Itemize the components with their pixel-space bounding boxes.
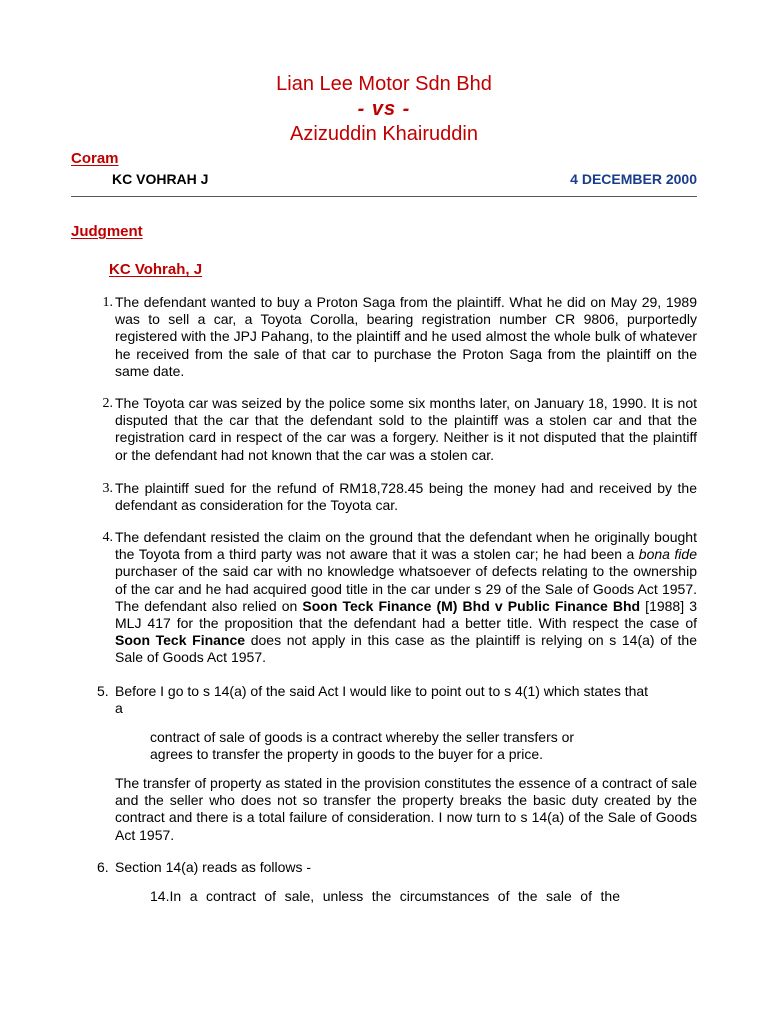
- plaintiff-name: Lian Lee Motor Sdn Bhd: [276, 73, 492, 95]
- case-title: [0, 72, 768, 147]
- paragraph-text: The defendant wanted to buy a Proton Saga from the plaintiff. What he did on May 29, 1989 was to sell a car, a Toyota Corolla, bearing registration number CR 9806, purportedly registered with the JPJ Pahang, to the plaintiff and he used almost the whole bulk of whatever he received from the sale of that car to purchase the Proton Saga from the plaintiff on the same date.: [115, 294, 697, 379]
- judgment-heading: Judgment: [71, 223, 143, 240]
- coram-heading: Coram: [71, 150, 119, 167]
- case-citation: Soon Teck Finance (M) Bhd v Public Finance Bhd: [302, 597, 641, 614]
- case-citation: Soon Teck Finance: [115, 632, 246, 649]
- paragraph-text: The Toyota car was seized by the police some six months later, on January 18, 1990. It is not disputed that the car that the defendant sold to the plaintiff was a stolen car and that the registration card in respect of the car was a forgery. Neither is it not disputed that the plaintiff or the defendant had not known that the car was a stolen car.: [115, 395, 697, 463]
- text-run: The defendant resisted the claim on the ground that the defendant when he originally bought the Toyota from a third party was not aware that it was a stolen car; he had been a: [115, 529, 697, 563]
- paragraph-number: 4.: [102, 530, 113, 545]
- quoted-provision-s4: [150, 729, 574, 763]
- paragraph-text: The transfer of property as stated in the provision constitutes the essence of a contract of sale and the seller who does not so transfer the property breaks the basic duty created by the contract and there is a total failure of consideration. I now turn to s 14(a) of the Sale of Goods Act 1957.: [115, 775, 697, 843]
- paragraph-number: 1.: [102, 295, 113, 310]
- quote-line: agrees to transfer the property in goods to the buyer for a price.: [150, 746, 543, 763]
- paragraph-text: [115, 529, 697, 667]
- defendant-name: Azizuddin Khairuddin: [290, 123, 478, 145]
- paragraph-intro-end: a: [115, 700, 123, 716]
- text-run: does not apply in this case as the plaintiff is relying on s 14(a) of the Sale of Goods Act 1957.: [115, 632, 697, 666]
- paragraph-intro: Section 14(a) reads as follows -: [115, 859, 312, 875]
- paragraph-text: The plaintiff sued for the refund of RM18,728.45 being the money had and received by the defendant as consideration for the Toyota car.: [115, 480, 697, 514]
- divider-line: [71, 196, 697, 197]
- paragraph-number: 2.: [102, 396, 113, 411]
- italic-term: bona fide: [638, 546, 697, 563]
- quoted-provision-s14: 14.In a contract of sale, unless the circumstances of the sale of the: [150, 888, 620, 904]
- judge-name-heading: KC Vohrah, J: [109, 261, 203, 278]
- paragraph-number: 6.: [97, 859, 109, 875]
- paragraph-number: 3.: [102, 481, 113, 496]
- text-run: purchaser of the said car with no knowledge whatsoever of defects relating to the ownership of the car and he had acquired good title in the car under s 29 of the Sale of Goods Act 1957. The defendant also relied on: [115, 563, 697, 614]
- text-run: [1988] 3 MLJ 417 for the proposition that the defendant had a better title. With respect the case of: [115, 597, 697, 632]
- versus-label: - vs -: [357, 98, 411, 120]
- paragraph-intro: Before I go to s 14(a) of the said Act I would like to point out to s 4(1) which states that: [115, 683, 649, 699]
- paragraph-number: 5.: [97, 683, 109, 699]
- judgment-date: 4 DECEMBER 2000: [570, 171, 697, 187]
- coram-judge: KC VOHRAH J: [112, 171, 209, 187]
- quote-line: contract of sale of goods is a contract whereby the seller transfers or: [150, 729, 575, 745]
